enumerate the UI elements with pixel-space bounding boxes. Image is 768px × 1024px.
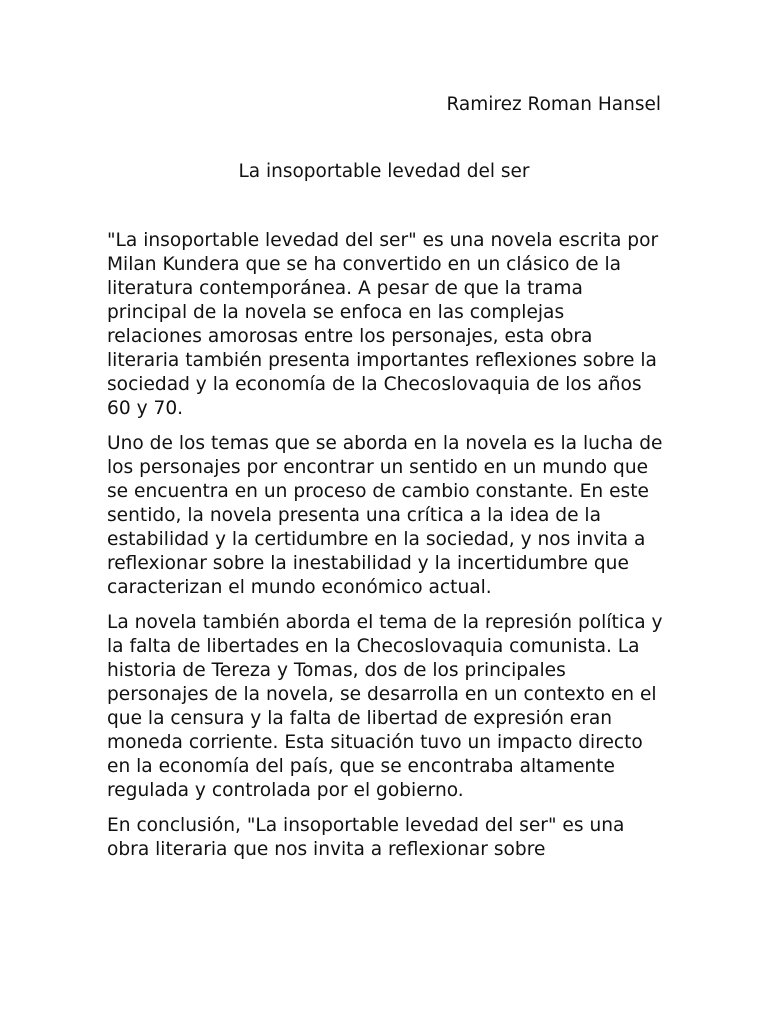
document-title: La insoportable levedad del ser bbox=[238, 161, 530, 182]
author-name: Ramirez Roman Hansel bbox=[446, 94, 661, 115]
paragraph: Uno de los temas que se aborda en la novela es la lucha de los personajes por encontrar un sentido en un mundo que se encuentra en un proceso de cambio constante. En este sentido, la novela presenta una crítica a la idea de la estabilidad y la certidumbre en la sociedad, y nos invita a reflexionar sobre la inestabilidad y la incertidumbre que caracterizan el mundo económico actual. bbox=[107, 433, 663, 598]
paragraph: La novela también aborda el tema de la represión política y la falta de libertades en la Checoslovaquia comunista. La historia de Tereza y Tomas, dos de los principales personajes de la novela, se desarrolla en un contexto en el que la censura y la falta de libertad de expresión eran moneda corriente. Esta situación tuvo un impacto directo en la economía del país, que se encontraba altamente regulada y controlada por el gobierno. bbox=[107, 612, 663, 801]
paragraph: "La insoportable levedad del ser" es una novela escrita por Milan Kundera que se ha convertido en un clásico de la literatura contemporánea. A pesar de que la trama principal de la novela se enfoca en las complejas relaciones amorosas entre los personajes, esta obra literaria también presenta importantes reflexiones sobre la sociedad y la economía de la Checoslovaquia de los años 60 y 70. bbox=[107, 230, 659, 419]
paragraph: En conclusión, "La insoportable levedad del ser" es una obra literaria que nos invita a reflexionar sobre bbox=[107, 815, 625, 860]
document-body bbox=[107, 229, 663, 873]
